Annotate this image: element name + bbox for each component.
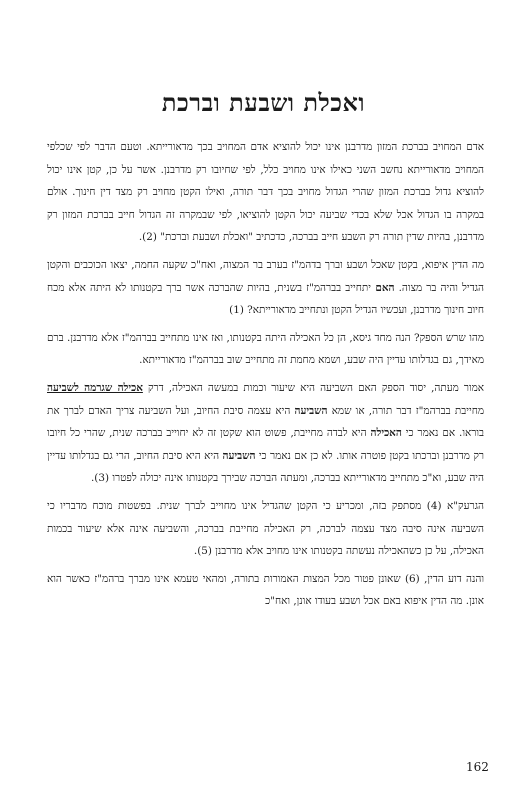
text-run: היא עצמה סיבת החיוב, ועל השביעה צריך האדם לברך את בוראו. אם נאמר כי bbox=[47, 404, 484, 440]
page-title: ואכלת ושבעת וברכת bbox=[161, 88, 366, 117]
emphasized-text: השביעה bbox=[294, 404, 328, 417]
text-run: הגרעק"א (4) מסתפק בזה, ומכריע כי הקטן שהגדיל אינו מחוייב לברך שנית. בפשטות מוכח מדבריו כי השביעה אינה סיבה מצד עצמה לברכה, רק האכילה מחייבת בברכה, והשביעה אינה אלא שיעור בכמות האכילה, על כן כשהאכילה נעשתה בקטנותו אינו מחויב אלא מדרבנן (5). bbox=[47, 499, 484, 558]
text-run: מה הדין איפוא, בקטן שאכל ושבע וברך בדהמ"ז בערב בר המצוה, ואח"כ שקעה החמה, יצאו הכוכבים והקטן הגדיל והיה בר מצוה. bbox=[47, 258, 484, 294]
text-run: מהו שרש הספק? הנה מחד גיסא, הן כל האכילה היתה בקטנותו, ואז אינו מתחייב בברהמ"ז אלא מדרבנן. ברם מאידך, גם בגדלותו עדיין היה שבע, ושמא מחמת זה מתחייב שוב בברהמ"ז מדאורייתא. bbox=[47, 331, 484, 367]
page-number: 162 bbox=[466, 760, 489, 774]
paragraph bbox=[47, 327, 484, 372]
text-run: אמור מעתה, יסוד הספק האם השביעה היא שיעור וכמות במעשה האכילה, דרק bbox=[142, 381, 484, 394]
emphasized-text: השביעה bbox=[222, 449, 256, 462]
text-run: אדם המחויב בברכת המזון מדרבנן אינו יכול להוציא אדם המחויב בכך מדאורייתא. וטעם הדבר לפי שכלפי המחויב מדאורייתא נחשב השני כאילו אינו מחויב כלל, לפי שחיובו רק מדרבנן. אשר על כן, קטן אינו יכול להוציא גדול בברכת המזון שהרי הגדול מחויב בכך דבר תורה, ואילו הקטן מחויב רק מצד דין חינוך. אולם במקרה בו הגדול אכל שלא בכדי שביעה יכול הקטן להוציאו, לפי שבמקרה זה הגדול חייב בברכת המזון רק מדרבנן, בהיות שדין תורה רק השבע חייב בברכה, כדכתיב "ואכלת ושבעת וברכת" (2). bbox=[47, 141, 484, 244]
paragraph bbox=[47, 495, 484, 563]
text-run: יתחייב בברהמ"ז בשנית, בהיות שהברכה אשר ברך בקטנותו לא היתה אלא מכח חיוב חינוך מדרבנן, ועכשיו הגדיל הקטן ונתחייב מדאורייתא? (1) bbox=[47, 281, 484, 317]
text-run: היא היא סיבת החיוב, הרי גם בגדלותו עדיין היה שבע, וא"כ מתחייב מדאורייתא בברכה, ומעתה הברכה שבירך בקטנותו אינה יכולה לפטרו (3). bbox=[47, 449, 484, 485]
paragraph bbox=[47, 254, 484, 322]
emphasized-text: אכילה שגרמה לשביעה bbox=[47, 381, 143, 394]
text-run: והנה דוע הדין, (6) שאונן פטור מכל המצות האמורות בתורה, ומהאי טעמא אינו מברך ברהמ"ז כאשר הוא אונן. מה הדין איפוא באם אכל ושבע בעודו אונן, ואח"כ bbox=[47, 572, 484, 608]
text-run: היא לבדה מחייבת, פשוט הוא שקטן זה לא יחוייב בברכה שנית, שהרי כל חיובו רק מדרבנן וברכתו בקטן פוטרה אותו. לא כן אם נאמר כי bbox=[47, 427, 484, 462]
emphasized-text: האכילה bbox=[370, 427, 402, 440]
body-text bbox=[47, 136, 484, 618]
emphasized-text: האם bbox=[370, 281, 395, 294]
text-run: מחייבת בברהמ"ז דבר תורה, או שמא bbox=[327, 404, 485, 417]
paragraph bbox=[47, 377, 484, 490]
paragraph bbox=[47, 136, 484, 249]
paragraph bbox=[47, 568, 484, 613]
